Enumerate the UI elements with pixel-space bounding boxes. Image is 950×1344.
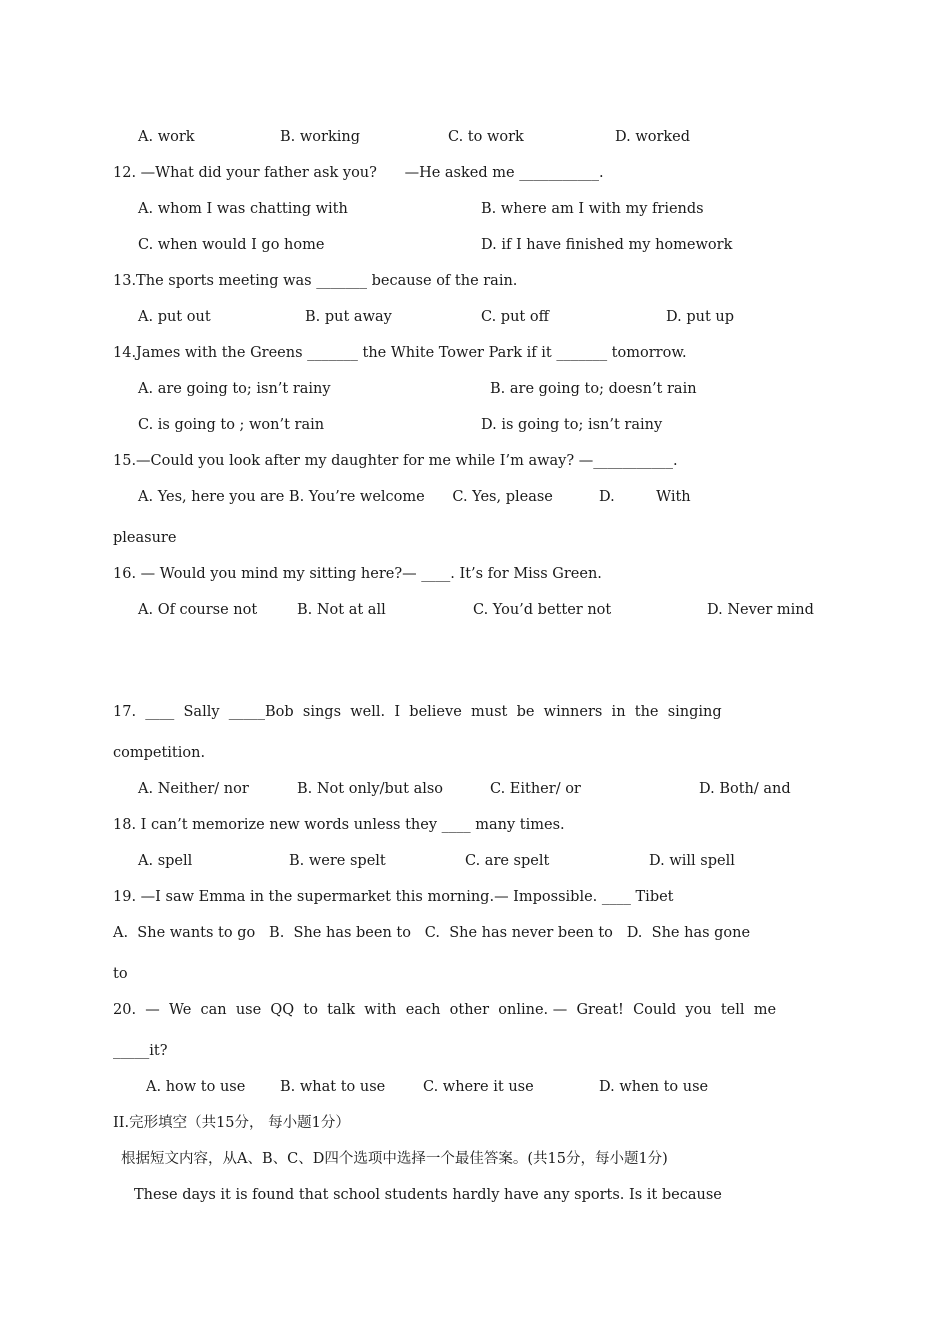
q12-option-a: A. whom I was chatting with (138, 201, 348, 217)
q15-stem: 15.—Could you look after my daughter for me while I’m away? —___________. (113, 453, 678, 469)
q14-option-b: B. are going to; doesn’t rain (490, 381, 697, 397)
section-2-instruction: 根据短文内容，从A、B、C、D四个选项中选择一个最佳答案。(共15分，每小题1分) (121, 1151, 668, 1167)
q11-option-c: C. to work (448, 129, 524, 145)
q14-option-a: A. are going to; isn’t rainy (138, 381, 331, 397)
section-2-heading: II.完形填空（共15分， 每小题1分） (113, 1115, 350, 1131)
q20-option-d: D. when to use (599, 1079, 709, 1095)
q20-option-c: C. where it use (423, 1079, 534, 1095)
q13-option-c: C. put off (481, 309, 549, 325)
q20-stem: 20. — We can use QQ to talk with each other online. — Great! Could you tell me (113, 1002, 777, 1018)
q16-option-d: D. Never mind (707, 602, 814, 618)
passage-first-line: These days it is found that school students hardly have any sports. Is it because (134, 1187, 722, 1203)
q16-stem: 16. — Would you mind my sitting here?— ____. It’s for Miss Green. (113, 566, 602, 582)
q19-options: A. She wants to go B. She has been to C. She has never been to D. She has gone (113, 925, 751, 941)
q16-option-b: B. Not at all (297, 602, 386, 618)
q16-option-a: A. Of course not (138, 602, 258, 618)
q13-option-a: A. put out (138, 309, 211, 325)
q18-option-c: C. are spelt (465, 853, 550, 869)
q20-stem-continued: _____it? (113, 1043, 168, 1059)
q11-option-a: A. work (138, 129, 195, 145)
q12-stem: 12. —What did your father ask you? —He asked me ___________. (113, 165, 604, 181)
q19-stem: 19. —I saw Emma in the supermarket this morning.— Impossible. ____ Tibet (113, 889, 674, 905)
q17-stem-continued: competition. (113, 745, 206, 761)
q18-option-a: A. spell (138, 853, 193, 869)
q11-option-b: B. working (280, 129, 360, 145)
q14-stem: 14.James with the Greens _______ the White Tower Park if it _______ tomorrow. (113, 345, 687, 361)
q19-options-continued: to (113, 966, 128, 982)
q18-stem: 18. I can’t memorize new words unless they ____ many times. (113, 817, 565, 833)
q17-option-d: D. Both/ and (699, 781, 791, 797)
q17-stem: 17. ____ Sally _____Bob sings well. I believe must be winners in the singing (113, 704, 722, 720)
q14-option-c: C. is going to ; won’t rain (138, 417, 325, 433)
q17-option-b: B. Not only/but also (297, 781, 444, 797)
q12-option-d: D. if I have finished my homework (481, 237, 733, 253)
q13-option-d: D. put up (666, 309, 735, 325)
q18-option-d: D. will spell (649, 853, 735, 869)
q14-option-d: D. is going to; isn’t rainy (481, 417, 663, 433)
q12-option-b: B. where am I with my friends (481, 201, 704, 217)
q12-option-c: C. when would I go home (138, 237, 325, 253)
q20-option-b: B. what to use (280, 1079, 386, 1095)
q18-option-b: B. were spelt (289, 853, 386, 869)
q13-option-b: B. put away (305, 309, 392, 325)
q13-stem: 13.The sports meeting was _______ because of the rain. (113, 273, 518, 289)
q11-option-d: D. worked (615, 129, 691, 145)
q17-option-c: C. Either/ or (490, 781, 581, 797)
q20-option-a: A. how to use (146, 1079, 246, 1095)
q15-options: A. Yes, here you are B. You’re welcome C. Yes, please D. With (138, 489, 691, 505)
q17-option-a: A. Neither/ nor (138, 781, 249, 797)
q15-options-continued: pleasure (113, 530, 177, 546)
q16-option-c: C. You’d better not (473, 602, 612, 618)
